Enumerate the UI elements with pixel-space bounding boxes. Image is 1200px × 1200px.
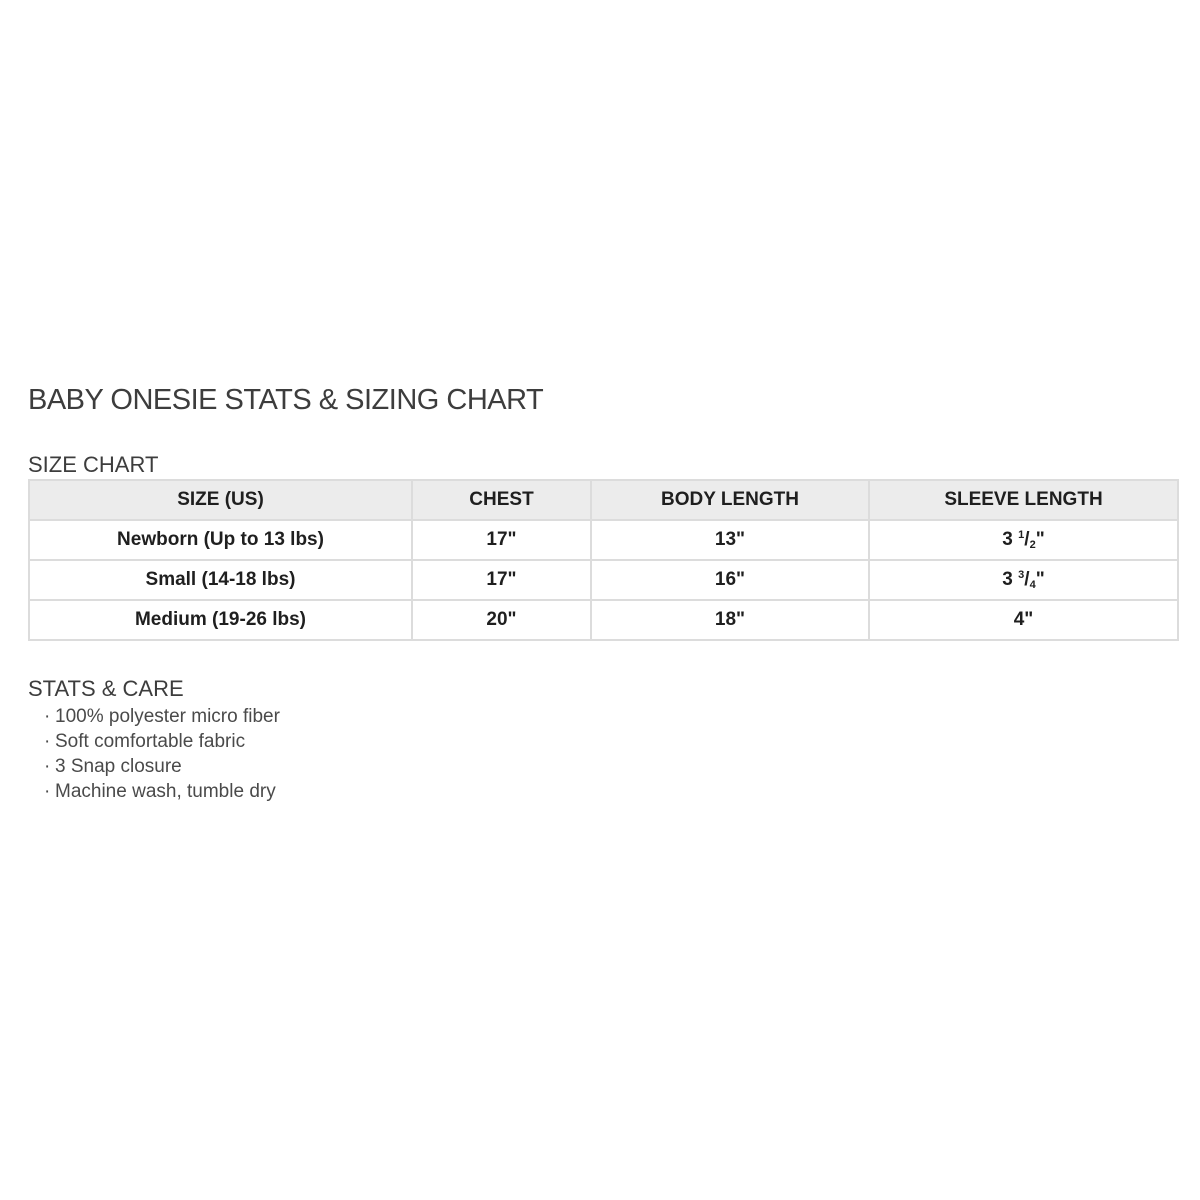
sleeve-unit: " [1035,569,1045,590]
sleeve-slash: / [1024,529,1030,550]
sleeve-unit: " [1035,529,1045,550]
header-sleeve-length: SLEEVE LENGTH [869,480,1178,520]
cell-sleeve-length [869,520,1178,560]
cell-chest: 20" [412,600,591,640]
cell-body-length: 18" [591,600,869,640]
list-item [44,779,280,804]
list-item [44,754,280,779]
bullet-icon: · [44,706,51,727]
header-size: SIZE (US) [29,480,412,520]
cell-chest: 17" [412,520,591,560]
bullet-icon: · [44,731,51,752]
table-row [29,600,1178,640]
cell-size: Newborn (Up to 13 lbs) [29,520,412,560]
list-item [44,704,280,729]
sleeve-denominator: 2 [1029,539,1036,551]
sleeve-whole: 3 [1002,569,1019,590]
header-chest: CHEST [412,480,591,520]
care-list [44,704,280,804]
table-row [29,520,1178,560]
bullet-icon: · [44,781,51,802]
care-item-text: 3 Snap closure [55,756,182,777]
care-item-text: Soft comfortable fabric [55,731,246,752]
table-header-row [29,480,1178,520]
cell-sleeve-length [869,600,1178,640]
sleeve-whole: 4" [1013,609,1034,630]
stats-care-heading: STATS & CARE [28,676,184,701]
cell-size: Small (14-18 lbs) [29,560,412,600]
care-item-text: 100% polyester micro fiber [55,706,280,727]
sleeve-slash: / [1024,569,1030,590]
cell-sleeve-length [869,560,1178,600]
size-chart-heading: SIZE CHART [28,452,159,477]
care-item-text: Machine wash, tumble dry [55,781,276,802]
cell-body-length: 13" [591,520,869,560]
cell-body-length: 16" [591,560,869,600]
table-row [29,560,1178,600]
sleeve-denominator: 4 [1029,579,1036,591]
sleeve-whole: 3 [1002,529,1019,550]
bullet-icon: · [44,756,51,777]
page-title: BABY ONESIE STATS & SIZING CHART [28,384,544,416]
header-body-length: BODY LENGTH [591,480,869,520]
size-chart-table [28,479,1179,641]
list-item [44,729,280,754]
sleeve-numerator: 3 [1018,569,1025,581]
cell-chest: 17" [412,560,591,600]
cell-size: Medium (19-26 lbs) [29,600,412,640]
sleeve-numerator: 1 [1018,529,1025,541]
